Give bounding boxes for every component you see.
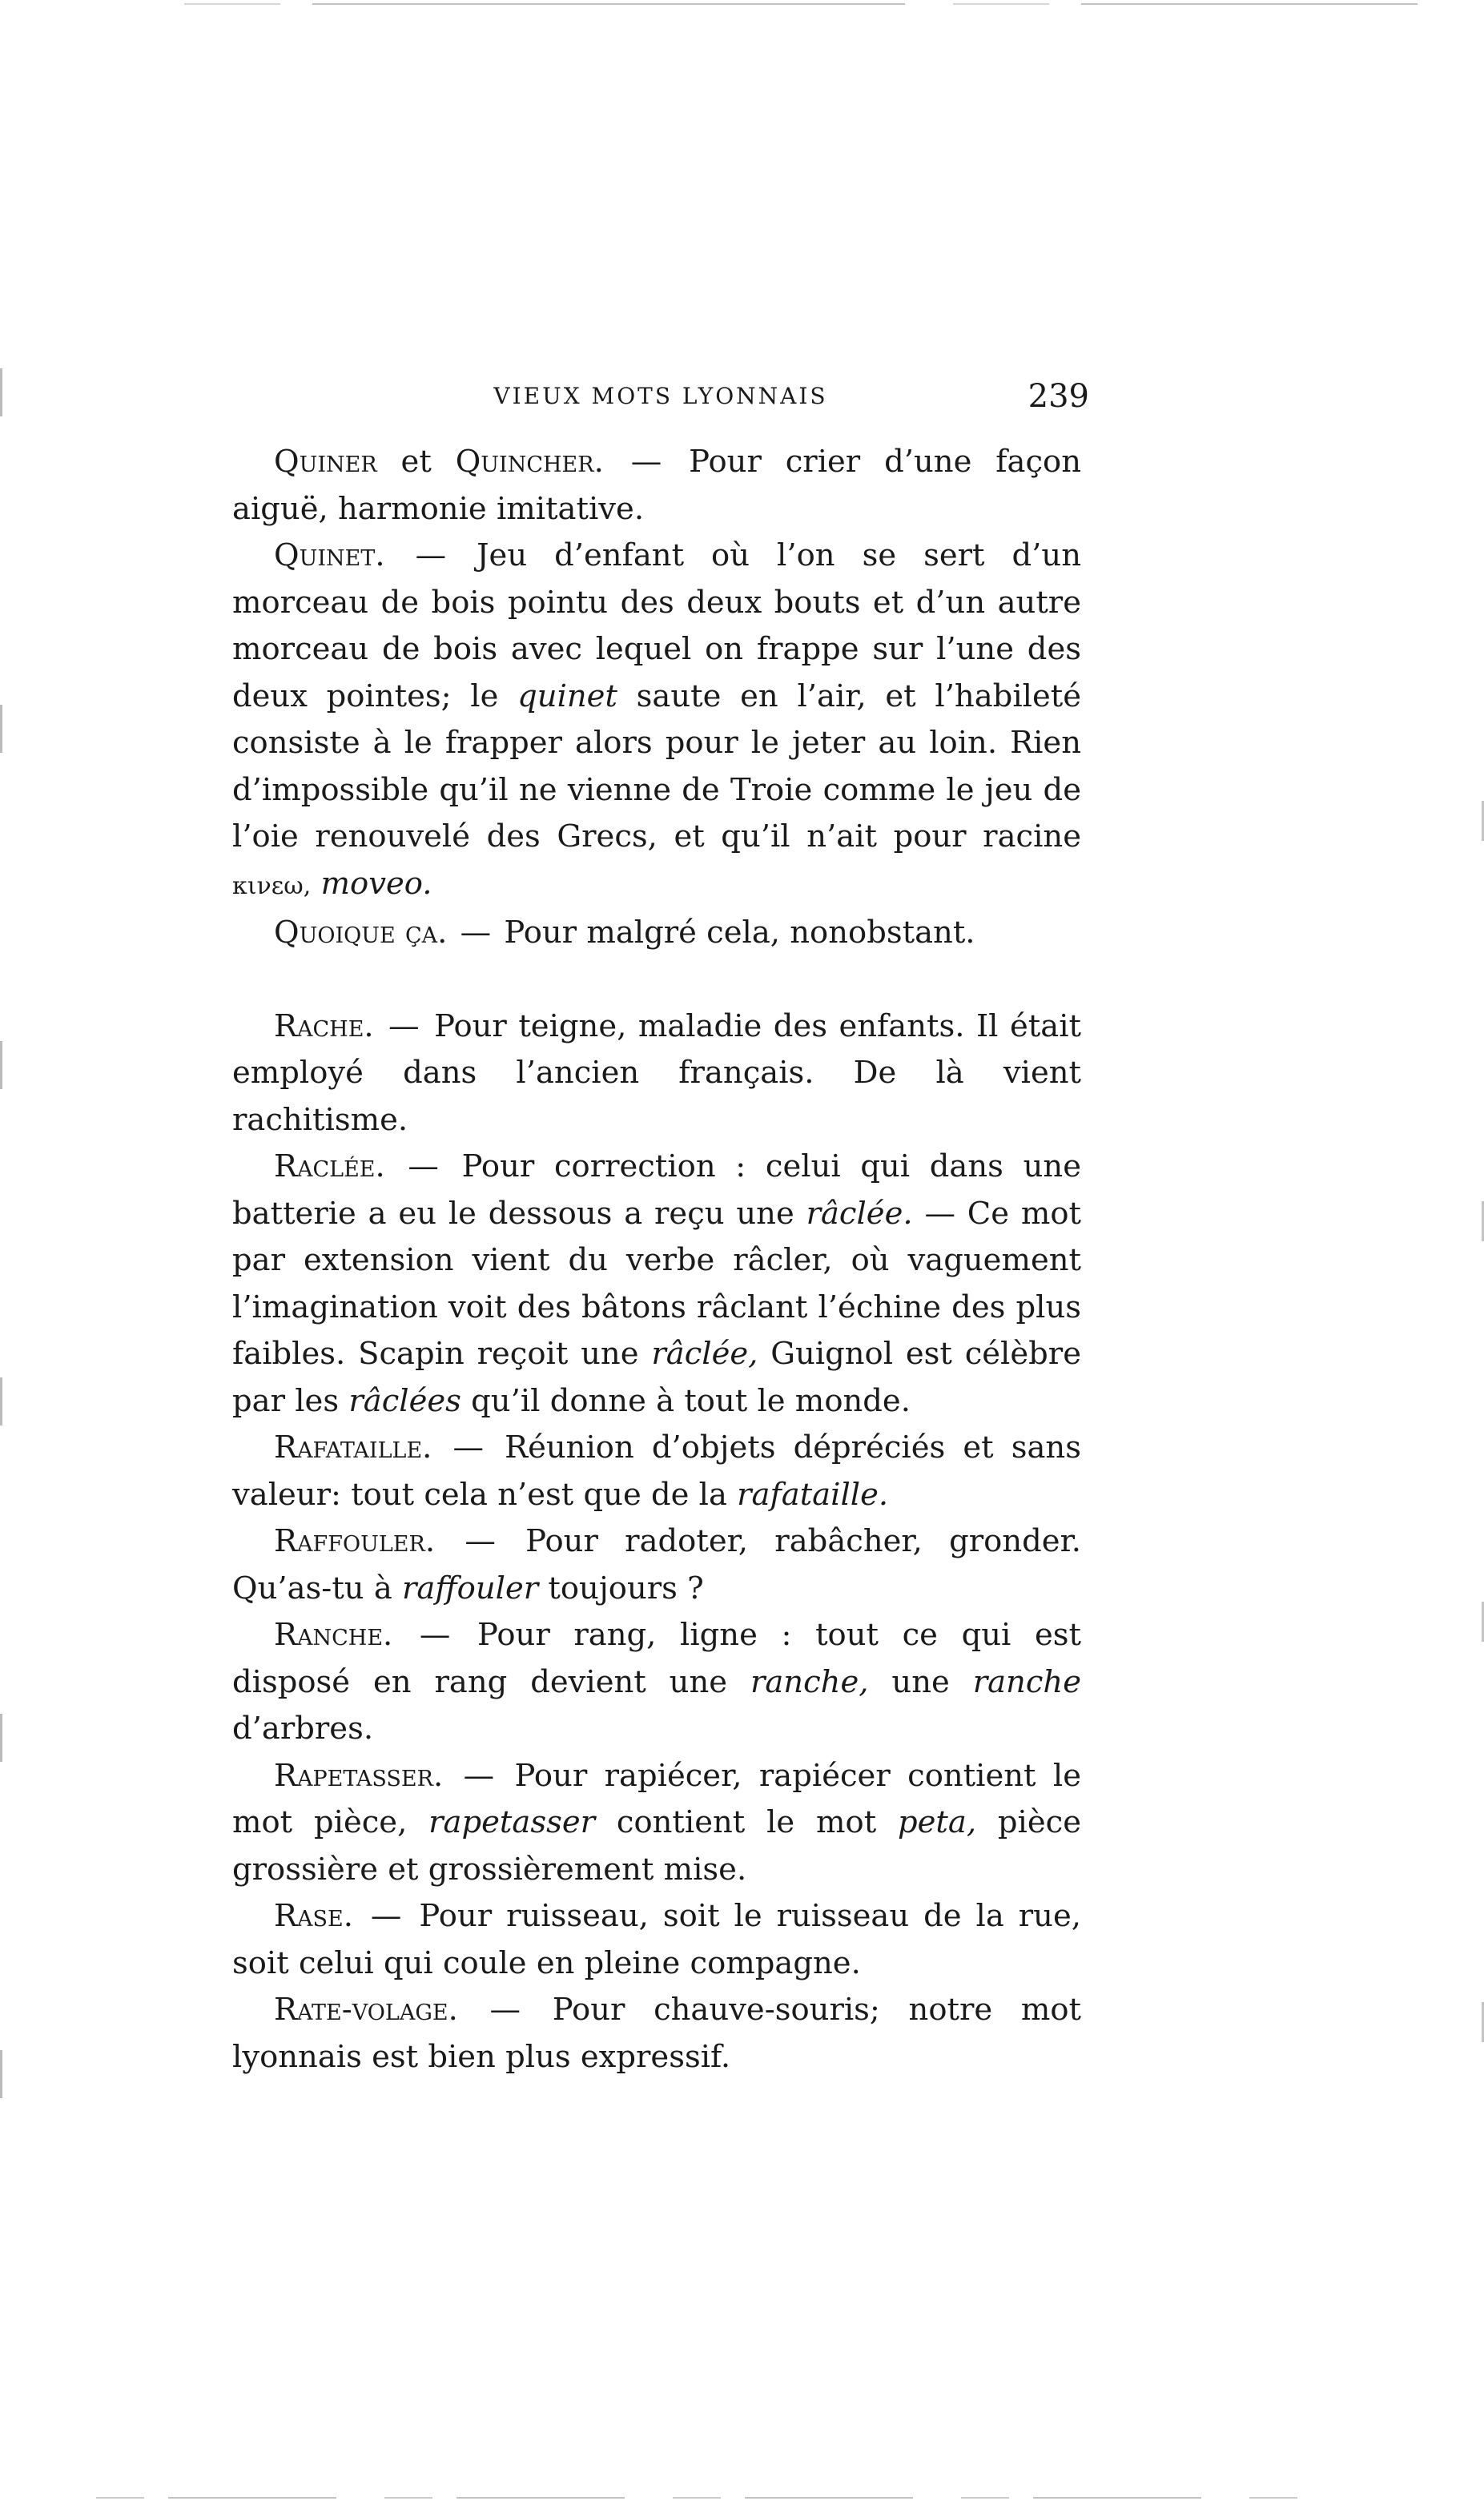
entry-headword: Quiner <box>274 444 377 480</box>
entry-definition-text: Réunion d’objets dépréciés et sans valeur: tout cela n’est que de la <box>232 1429 1081 1513</box>
entry-definition-text: Jeu d’enfant où l’on se sert d’un morceau de bois pointu des deux bouts et d’un autre morceau de bois avec lequel on frappe sur l’une des deux pointes; le <box>232 537 1082 714</box>
italic-term: râclées <box>348 1382 461 1419</box>
entry-definition-text: — Ce mot par extension vient du verbe râcler, où vaguement l’imagination voit des bâtons râclant l’échine des plus faibles. Scapin reçoit une <box>232 1195 1081 1372</box>
dictionary-entry <box>232 910 1081 957</box>
scan-artifact-left-edge <box>0 368 2 2370</box>
italic-term: moveo. <box>320 865 432 902</box>
entry-headword: Quoique ça. <box>274 915 448 951</box>
running-head <box>232 378 1089 418</box>
italic-term: quinet <box>517 678 617 714</box>
entry-definition-text: Pour crier d’une façon aiguë, harmonie imitative. <box>232 444 1082 527</box>
em-dash: — <box>419 1617 451 1653</box>
italic-term: raffouler <box>402 1570 539 1606</box>
em-dash: — <box>630 444 662 480</box>
entry-definition-text: Pour chauve-souris; notre mot lyonnais est bien plus expressif. <box>232 1992 1082 2075</box>
entry-definition-text: Pour radoter, rabâcher, gronder. Qu’as-tu à <box>232 1523 1081 1606</box>
running-title: VIEUX MOTS LYONNAIS <box>493 383 828 409</box>
entry-headword-variant: Quincher. <box>455 444 604 480</box>
entry-definition-text: toujours ? <box>538 1570 704 1606</box>
dictionary-entry <box>232 1003 1081 1144</box>
italic-term: râclée, <box>651 1336 758 1372</box>
italic-term: ranche, <box>750 1663 869 1700</box>
italic-term: rafataille. <box>737 1476 889 1513</box>
entry-definition-text: d’arbres. <box>232 1711 374 1747</box>
em-dash: — <box>489 1992 521 2028</box>
entry-definition-text: saute en l’air, et l’habileté consiste à le frapper alors pour le jeter au loin. Rien d’impossible qu’il ne vienne de Troie comme le jeu de l’oie renouvelé des Grecs, et qu’il n’ait pour racine <box>232 678 1081 854</box>
entry-definition-text: Pour rapiécer, rapiécer contient le mot pièce, <box>232 1757 1081 1840</box>
dictionary-entry <box>232 1425 1081 1518</box>
entry-headword: Rafataille. <box>274 1429 432 1466</box>
entry-headword: Rate-volage. <box>274 1992 458 2028</box>
entry-definition-text: Pour malgré cela, nonobstant. <box>504 915 975 951</box>
dictionary-entry <box>232 439 1081 533</box>
entry-definition-text: Pour rang, ligne : tout ce qui est disposé en rang devient une <box>232 1617 1081 1700</box>
entry-headword: Rache. <box>274 1007 374 1044</box>
entry-definition-text <box>311 866 320 902</box>
entry-headword: Rapetasser. <box>274 1757 444 1794</box>
em-dash: — <box>408 1148 439 1184</box>
italic-term: ranche <box>972 1663 1081 1700</box>
entry-definition-text: Guignol est célèbre par les <box>232 1336 1081 1419</box>
entry-definition-text: Pour teigne, maladie des enfants. Il était employé dans l’ancien français. De là vient rachitisme. <box>232 1007 1081 1138</box>
page-number: 239 <box>1028 378 1089 415</box>
em-dash: — <box>452 1429 484 1466</box>
dictionary-entry <box>232 533 1081 910</box>
entry-definition-text: Pour ruisseau, soit le ruisseau de la rue, soit celui qui coule en pleine compagne. <box>232 1898 1081 1981</box>
entry-definition-text: Pour correction : celui qui dans une batterie a eu le dessous a reçu une <box>232 1148 1081 1232</box>
italic-term: peta, <box>897 1804 977 1840</box>
greek-word: κινεω, <box>232 871 312 900</box>
dictionary-entry <box>232 1518 1081 1612</box>
entry-headword: Raclée. <box>274 1148 385 1184</box>
scan-artifact-bottom <box>96 2497 1297 2499</box>
scan-artifact-top <box>184 3 1418 5</box>
italic-term: râclée. <box>806 1195 913 1232</box>
dictionary-entry <box>232 1144 1081 1425</box>
dictionary-text <box>232 439 1081 2081</box>
entry-definition-text: pièce grossière et grossièrement mise. <box>232 1804 1081 1888</box>
entry-headword: Quinet. <box>274 537 385 573</box>
em-dash: — <box>463 1757 495 1794</box>
italic-term: rapetasser <box>428 1804 596 1840</box>
em-dash: — <box>465 1523 496 1559</box>
dictionary-entry <box>232 1753 1081 1894</box>
entry-headword: Ranche. <box>274 1617 393 1653</box>
entry-headword: Rase. <box>274 1898 353 1934</box>
entry-headword: Raffouler. <box>274 1523 436 1559</box>
em-dash: — <box>370 1898 402 1934</box>
headword-connector: et <box>376 444 456 480</box>
entry-definition-text: qu’il donne à tout le monde. <box>460 1382 911 1419</box>
dictionary-entry <box>232 1893 1081 1987</box>
dictionary-entry <box>232 1987 1081 2081</box>
em-dash: — <box>460 915 492 951</box>
em-dash: — <box>415 537 447 573</box>
entry-definition-text: une <box>868 1663 973 1700</box>
dictionary-entry <box>232 1612 1081 1753</box>
entry-definition-text: contient le mot <box>595 1804 898 1840</box>
em-dash: — <box>388 1007 420 1044</box>
